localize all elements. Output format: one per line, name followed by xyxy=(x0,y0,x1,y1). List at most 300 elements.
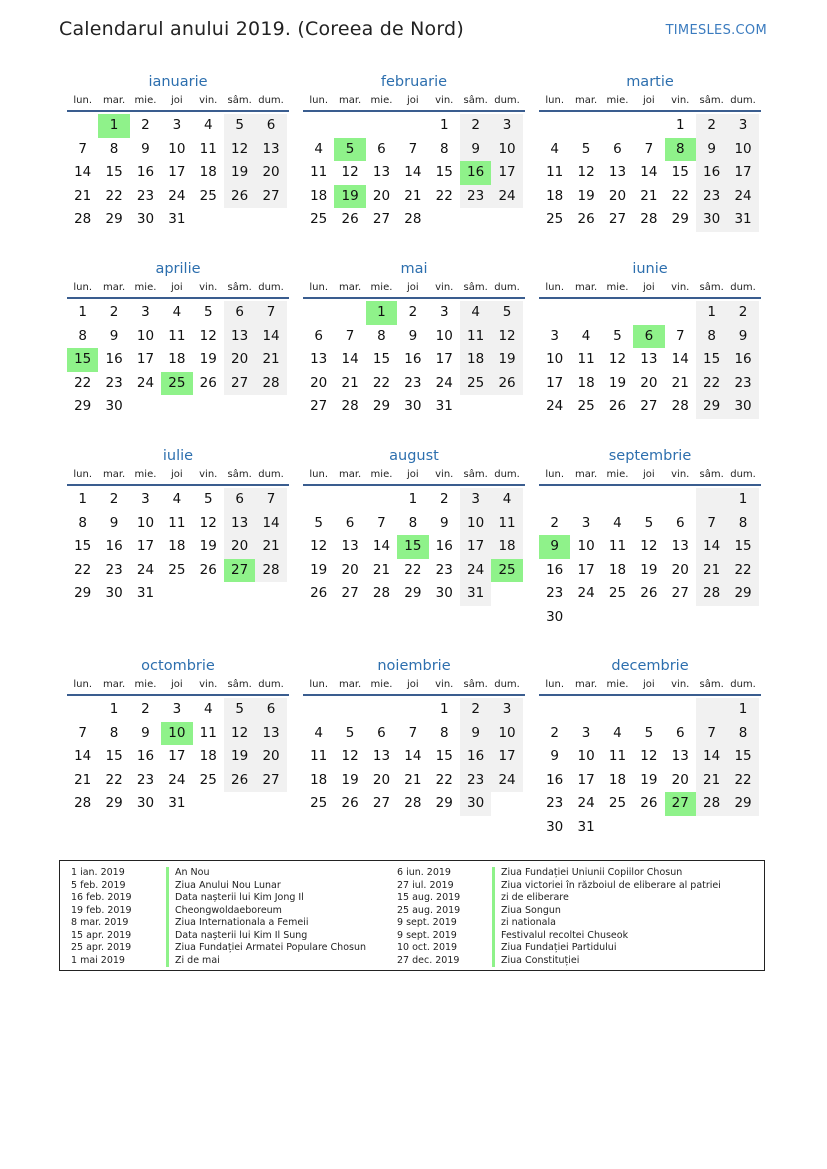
weekday-label: mar. xyxy=(102,282,126,293)
day-cell: 26 xyxy=(341,211,359,228)
empty-cell xyxy=(334,488,365,512)
weekday-label: joi xyxy=(171,282,183,293)
day-cell: 27 xyxy=(255,185,286,209)
day-cell: 9 xyxy=(439,514,449,531)
day-cell: 14 xyxy=(696,745,727,769)
holiday-name: zi de eliberare xyxy=(492,892,569,905)
weekday-header xyxy=(539,92,761,112)
day-cell: 30 xyxy=(404,398,422,415)
day-cell: 30 xyxy=(546,608,564,625)
empty-cell xyxy=(665,301,696,325)
empty-cell xyxy=(130,395,161,419)
day-cell: 23 xyxy=(696,185,727,209)
empty-cell xyxy=(602,114,633,138)
day-cell: 10 xyxy=(577,538,595,555)
day-cell: 17 xyxy=(136,538,155,555)
weekday-label: lun. xyxy=(309,95,329,106)
day-cell: 22 xyxy=(404,561,422,578)
day-cell: 13 xyxy=(224,325,255,349)
day-cell: 7 xyxy=(255,301,286,325)
day-cell: 2 xyxy=(141,117,150,133)
day-cell: 9 xyxy=(109,327,119,344)
day-cell: 6 xyxy=(377,724,386,741)
day-grid xyxy=(539,114,761,232)
day-grid xyxy=(67,698,289,816)
weekday-label: lun. xyxy=(309,469,329,480)
empty-cell xyxy=(67,114,98,138)
day-cell: 20 xyxy=(224,535,255,559)
day-cell: 26 xyxy=(640,795,658,812)
day-cell: 16 xyxy=(546,771,564,788)
day-grid xyxy=(67,114,289,232)
empty-cell xyxy=(570,488,601,512)
day-cell: 7 xyxy=(78,724,87,741)
weekday-label: dum. xyxy=(730,282,756,293)
day-grid xyxy=(539,488,761,630)
day-cell: 22 xyxy=(696,372,727,396)
day-cell: 2 xyxy=(727,301,758,325)
day-cell: 16 xyxy=(136,748,155,765)
day-cell: 6 xyxy=(345,514,355,531)
day-cell: 7 xyxy=(696,722,727,746)
day-cell: 4 xyxy=(172,491,182,507)
day-cell: 18 xyxy=(460,348,491,372)
month-name: august xyxy=(389,448,439,464)
month-decembrie xyxy=(539,656,761,840)
day-cell: 5 xyxy=(345,724,355,741)
month-name: noiembrie xyxy=(377,658,451,674)
day-cell: 13 xyxy=(310,351,328,368)
holiday-row xyxy=(397,942,721,955)
day-cell: 20 xyxy=(671,771,689,788)
day-cell: 24 xyxy=(168,771,186,788)
day-cell: 25 xyxy=(199,187,217,204)
day-cell: 2 xyxy=(696,114,727,138)
day-cell: 26 xyxy=(199,561,217,578)
day-cell: 28 xyxy=(74,795,92,812)
day-cell: 22 xyxy=(435,187,453,204)
day-cell: 29 xyxy=(105,795,123,812)
empty-cell xyxy=(602,816,633,840)
day-cell: 24 xyxy=(460,559,491,583)
weekday-label: mar. xyxy=(338,469,362,480)
day-cell: 9 xyxy=(460,722,491,746)
day-cell: 1 xyxy=(439,701,449,717)
empty-cell xyxy=(193,208,224,232)
day-cell: 21 xyxy=(74,771,92,788)
empty-cell xyxy=(633,698,664,722)
day-cell: 17 xyxy=(435,351,453,368)
day-cell: 5 xyxy=(224,114,255,138)
day-cell: 23 xyxy=(460,185,491,209)
empty-cell xyxy=(602,488,633,512)
day-cell: 12 xyxy=(224,138,255,162)
empty-cell xyxy=(334,114,365,138)
day-cell: 25 xyxy=(199,771,217,788)
day-cell: 20 xyxy=(341,561,359,578)
weekday-label: dum. xyxy=(494,469,520,480)
weekday-label: mie. xyxy=(134,679,157,690)
day-cell: 19 xyxy=(224,745,255,769)
month-name: iulie xyxy=(162,448,194,464)
day-cell: 3 xyxy=(550,327,559,344)
empty-cell xyxy=(161,582,192,606)
empty-cell xyxy=(224,582,255,606)
day-cell: 13 xyxy=(608,164,627,181)
day-cell: 25 xyxy=(577,398,595,415)
day-cell: 13 xyxy=(255,722,286,746)
day-cell: 28 xyxy=(255,559,286,583)
day-cell: 27 xyxy=(224,372,255,396)
day-cell: 24 xyxy=(136,561,155,578)
weekday-label: mar. xyxy=(574,469,598,480)
empty-cell xyxy=(161,395,192,419)
day-cell: 10 xyxy=(491,138,522,162)
empty-cell xyxy=(539,301,570,325)
day-cell: 9 xyxy=(141,140,150,157)
weekday-label: mar. xyxy=(574,95,598,106)
weekday-header xyxy=(539,676,761,696)
day-cell: 29 xyxy=(727,792,758,816)
weekday-label: lun. xyxy=(309,679,329,690)
day-cell: 27 xyxy=(640,398,658,415)
month-name: iunie xyxy=(632,261,668,277)
day-cell: 2 xyxy=(109,491,119,507)
day-cell: 14 xyxy=(341,351,359,368)
site-link[interactable]: TIMESLES.COM xyxy=(665,23,767,38)
day-cell: 4 xyxy=(613,724,622,741)
day-cell: 9 xyxy=(696,138,727,162)
day-cell: 14 xyxy=(255,512,286,536)
empty-cell xyxy=(224,395,255,419)
day-cell: 2 xyxy=(460,698,491,722)
day-cell: 20 xyxy=(372,771,391,788)
weekday-label: mar. xyxy=(574,282,598,293)
holiday-name: Ziua victoriei în războiul de eliberare al patriei xyxy=(492,880,721,893)
weekday-label: vin. xyxy=(199,679,218,690)
holiday-name: Festivalul recoltei Chuseok xyxy=(492,930,628,943)
holiday-list-left xyxy=(71,867,366,967)
day-cell: 10 xyxy=(136,514,155,531)
day-cell: 11 xyxy=(608,748,627,765)
day-cell: 30 xyxy=(546,818,564,835)
weekday-label: dum. xyxy=(494,95,520,106)
day-cell: 24 xyxy=(435,374,453,391)
weekday-label: mie. xyxy=(370,95,393,106)
day-cell: 20 xyxy=(671,561,689,578)
day-cell: 18 xyxy=(199,748,217,765)
day-cell: 5 xyxy=(644,514,654,531)
month-mai xyxy=(303,259,525,419)
day-cell: 4 xyxy=(172,304,182,320)
day-cell: 1 xyxy=(675,117,685,133)
day-cell: 2 xyxy=(439,491,449,507)
empty-cell xyxy=(539,698,570,722)
day-cell: 6 xyxy=(314,327,323,344)
empty-cell xyxy=(696,488,727,512)
day-cell: 31 xyxy=(460,582,491,606)
month-name: ianuarie xyxy=(148,74,208,90)
holiday-date: 9 sept. 2019 xyxy=(397,929,457,941)
day-cell: 17 xyxy=(136,351,155,368)
day-cell: 15 xyxy=(74,538,92,555)
weekday-header xyxy=(67,279,289,299)
day-cell: 13 xyxy=(671,748,689,765)
day-cell: 26 xyxy=(199,374,217,391)
weekday-label: sâm. xyxy=(227,469,252,480)
day-cell: 17 xyxy=(577,771,595,788)
day-cell: 8 xyxy=(439,140,449,157)
weekday-label: mar. xyxy=(338,679,362,690)
weekday-label: sâm. xyxy=(227,282,252,293)
day-cell: 29 xyxy=(105,211,123,228)
holiday-list-right xyxy=(397,867,721,967)
weekday-label: vin. xyxy=(199,469,218,480)
empty-cell xyxy=(570,606,601,630)
day-cell: 1 xyxy=(98,114,129,138)
empty-cell xyxy=(633,301,664,325)
holiday-row xyxy=(397,917,721,930)
day-cell: 19 xyxy=(341,771,359,788)
day-cell: 22 xyxy=(372,374,391,391)
day-cell: 22 xyxy=(105,187,123,204)
empty-cell xyxy=(570,698,601,722)
day-cell: 31 xyxy=(168,211,186,228)
empty-cell xyxy=(224,792,255,816)
holiday-date: 15 apr. 2019 xyxy=(71,929,132,941)
day-cell: 17 xyxy=(460,535,491,559)
day-cell: 31 xyxy=(168,795,186,812)
day-cell: 7 xyxy=(345,327,355,344)
day-grid xyxy=(303,301,525,419)
day-cell: 13 xyxy=(372,164,391,181)
weekday-label: vin. xyxy=(671,679,690,690)
day-cell: 10 xyxy=(161,722,192,746)
day-cell: 28 xyxy=(372,585,391,602)
day-cell: 18 xyxy=(168,351,186,368)
day-cell: 27 xyxy=(671,585,689,602)
day-cell: 29 xyxy=(404,585,422,602)
day-cell: 15 xyxy=(727,745,758,769)
page-title: Calendarul anului 2019. (Coreea de Nord) xyxy=(59,18,464,40)
holiday-row xyxy=(71,867,366,880)
day-cell: 10 xyxy=(727,138,758,162)
holiday-row xyxy=(71,905,366,918)
day-cell: 15 xyxy=(67,348,98,372)
day-cell: 3 xyxy=(491,114,522,138)
day-cell: 1 xyxy=(78,491,87,507)
day-cell: 14 xyxy=(74,164,92,181)
day-cell: 16 xyxy=(727,348,758,372)
day-cell: 24 xyxy=(577,795,595,812)
weekday-label: joi xyxy=(171,679,183,690)
weekday-label: lun. xyxy=(73,95,93,106)
weekday-label: mie. xyxy=(370,282,393,293)
day-cell: 26 xyxy=(224,185,255,209)
day-cell: 30 xyxy=(460,792,491,816)
weekday-label: lun. xyxy=(73,679,93,690)
weekday-header xyxy=(67,92,289,112)
day-cell: 15 xyxy=(372,351,391,368)
month-name: decembrie xyxy=(611,658,689,674)
weekday-label: vin. xyxy=(435,282,454,293)
holiday-name: Ziua Fundației Uniunii Copiilor Chosun xyxy=(492,867,682,880)
day-cell: 11 xyxy=(491,512,522,536)
weekday-label: mie. xyxy=(134,469,157,480)
weekday-label: lun. xyxy=(545,679,565,690)
holiday-row xyxy=(397,955,721,968)
empty-cell xyxy=(696,698,727,722)
day-cell: 12 xyxy=(491,325,522,349)
day-cell: 30 xyxy=(136,795,155,812)
day-cell: 19 xyxy=(640,561,658,578)
day-cell: 14 xyxy=(404,748,422,765)
day-cell: 27 xyxy=(341,585,359,602)
weekday-label: joi xyxy=(643,679,655,690)
day-cell: 11 xyxy=(199,724,217,741)
day-cell: 9 xyxy=(727,325,758,349)
day-cell: 18 xyxy=(577,374,595,391)
day-cell: 11 xyxy=(310,748,328,765)
day-cell: 31 xyxy=(136,585,155,602)
day-cell: 14 xyxy=(640,164,658,181)
day-cell: 23 xyxy=(727,372,758,396)
holiday-name: Zi de mai xyxy=(166,955,220,968)
holiday-row xyxy=(397,930,721,943)
month-iulie xyxy=(67,446,289,606)
empty-cell xyxy=(633,816,664,840)
day-cell: 17 xyxy=(168,164,186,181)
day-cell: 3 xyxy=(141,304,150,320)
month-septembrie xyxy=(539,446,761,630)
weekday-label: sâm. xyxy=(227,679,252,690)
day-cell: 9 xyxy=(408,327,418,344)
weekday-label: vin. xyxy=(435,679,454,690)
day-cell: 28 xyxy=(255,372,286,396)
day-cell: 11 xyxy=(199,140,217,157)
day-cell: 1 xyxy=(408,491,418,507)
day-cell: 26 xyxy=(491,372,522,396)
holiday-row xyxy=(397,867,721,880)
day-cell: 5 xyxy=(581,140,591,157)
day-cell: 29 xyxy=(372,398,391,415)
weekday-label: mar. xyxy=(574,679,598,690)
day-cell: 19 xyxy=(577,187,595,204)
day-cell: 8 xyxy=(78,514,87,531)
empty-cell xyxy=(665,698,696,722)
weekday-label: mar. xyxy=(102,469,126,480)
empty-cell xyxy=(665,488,696,512)
day-cell: 22 xyxy=(727,769,758,793)
holiday-row xyxy=(397,880,721,893)
day-grid xyxy=(303,114,525,232)
day-cell: 15 xyxy=(105,164,123,181)
holiday-row xyxy=(71,942,366,955)
weekday-label: mie. xyxy=(134,95,157,106)
day-cell: 11 xyxy=(168,514,186,531)
day-cell: 25 xyxy=(608,795,627,812)
day-cell: 12 xyxy=(577,164,595,181)
weekday-label: joi xyxy=(407,469,419,480)
weekday-label: sâm. xyxy=(699,679,724,690)
day-cell: 10 xyxy=(168,140,186,157)
month-name: martie xyxy=(626,74,674,90)
day-cell: 15 xyxy=(397,535,428,559)
empty-cell xyxy=(303,488,334,512)
month-aprilie xyxy=(67,259,289,419)
empty-cell xyxy=(67,698,98,722)
day-cell: 21 xyxy=(255,348,286,372)
day-cell: 21 xyxy=(671,374,689,391)
day-cell: 26 xyxy=(310,585,328,602)
day-cell: 29 xyxy=(435,795,453,812)
weekday-header xyxy=(67,676,289,696)
day-cell: 21 xyxy=(404,187,422,204)
empty-cell xyxy=(255,395,286,419)
holiday-date: 5 feb. 2019 xyxy=(71,879,126,891)
holiday-name: Data nașterii lui Kim Il Sung xyxy=(166,930,307,943)
empty-cell xyxy=(665,606,696,630)
holiday-row xyxy=(397,892,721,905)
holiday-row xyxy=(71,930,366,943)
day-grid xyxy=(303,488,525,606)
day-cell: 5 xyxy=(613,327,622,344)
day-cell: 12 xyxy=(341,164,359,181)
weekday-header xyxy=(539,279,761,299)
day-cell: 1 xyxy=(696,301,727,325)
day-cell: 1 xyxy=(727,698,758,722)
day-cell: 27 xyxy=(372,795,391,812)
empty-cell xyxy=(491,582,522,606)
day-cell: 8 xyxy=(665,138,696,162)
empty-cell xyxy=(570,114,601,138)
day-cell: 30 xyxy=(727,395,758,419)
empty-cell xyxy=(397,698,428,722)
weekday-header xyxy=(303,279,525,299)
day-cell: 17 xyxy=(546,374,564,391)
empty-cell xyxy=(255,208,286,232)
day-cell: 28 xyxy=(696,792,727,816)
empty-cell xyxy=(602,698,633,722)
day-cell: 24 xyxy=(136,374,155,391)
day-cell: 18 xyxy=(310,187,328,204)
day-cell: 24 xyxy=(491,185,522,209)
holiday-date: 27 dec. 2019 xyxy=(397,954,460,966)
weekday-header xyxy=(303,466,525,486)
weekday-label: lun. xyxy=(545,282,565,293)
day-cell: 18 xyxy=(199,164,217,181)
day-cell: 27 xyxy=(310,398,328,415)
day-cell: 4 xyxy=(314,724,323,741)
day-cell: 20 xyxy=(255,161,286,185)
day-cell: 13 xyxy=(224,512,255,536)
month-name: mai xyxy=(400,261,428,277)
holiday-name: Ziua Anului Nou Lunar xyxy=(166,880,281,893)
day-cell: 16 xyxy=(460,745,491,769)
day-cell: 5 xyxy=(203,491,213,507)
day-cell: 9 xyxy=(539,535,570,559)
day-cell: 27 xyxy=(608,211,627,228)
day-cell: 15 xyxy=(671,164,689,181)
day-cell: 9 xyxy=(141,724,150,741)
day-cell: 12 xyxy=(199,327,217,344)
day-cell: 4 xyxy=(613,514,622,531)
holiday-name: Ziua Songun xyxy=(492,905,561,918)
day-cell: 11 xyxy=(310,164,328,181)
weekday-label: joi xyxy=(171,469,183,480)
weekday-label: mar. xyxy=(102,679,126,690)
day-cell: 3 xyxy=(172,117,182,133)
